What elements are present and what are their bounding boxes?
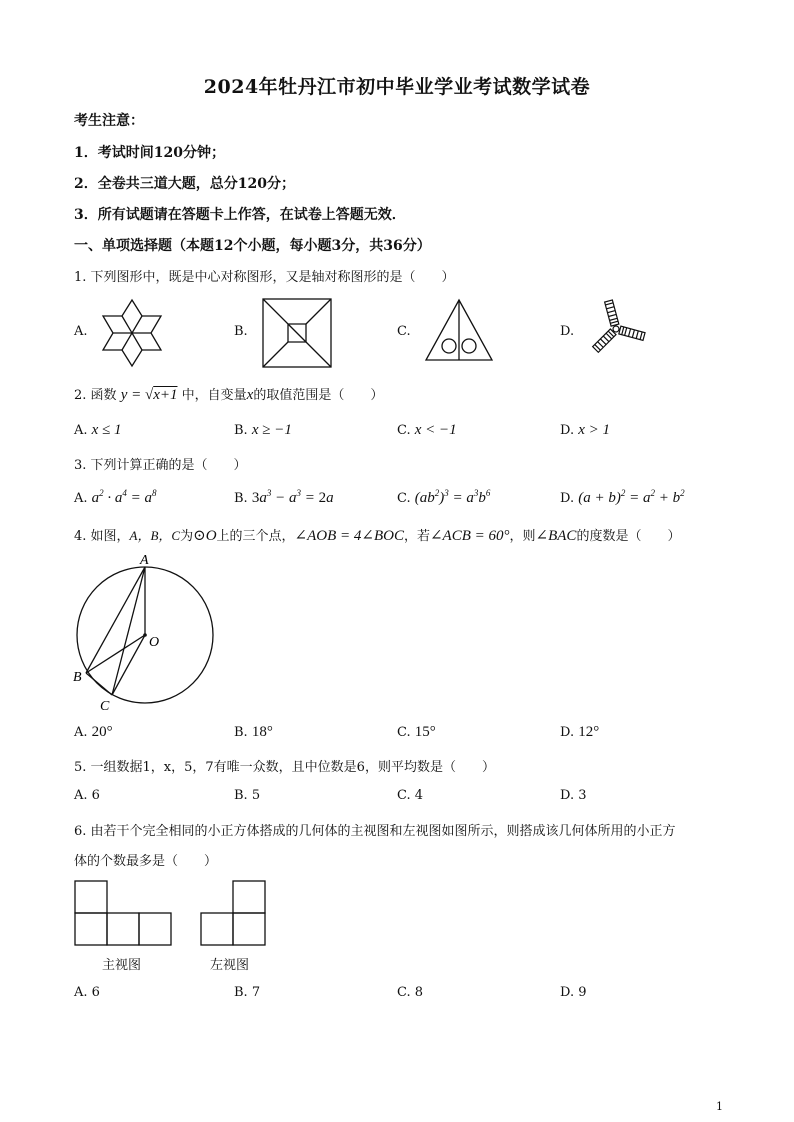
q1-triangle-circles-figure (424, 298, 494, 362)
q4-option-d: D. 12° (560, 724, 600, 740)
q3-option-b: B. $3a^3 - a^3 = 2a$ (234, 488, 334, 506)
question-5-stem: 5. 一组数据1，x，5，7有唯一众数，且中位数是6，则平均数是（ ） (74, 760, 495, 775)
q3-option-c: C. $(ab^2)^3 = a^3b^6$ (397, 488, 491, 506)
q6-option-a: A. 6 (74, 985, 100, 1000)
q1-option-c-label: C. (397, 324, 411, 339)
q1-pinwheel-sticks-figure (584, 298, 648, 360)
question-2-stem (74, 384, 383, 404)
q4-circle-figure (70, 552, 220, 712)
question-6-stem-line2: 体的个数最多是（ ） (74, 854, 218, 869)
q6-option-b: B. 7 (234, 985, 261, 1000)
q1-option-d-label: D. (560, 324, 575, 339)
q2-variable: x (246, 387, 254, 403)
q2-option-c: C. x < −1 (397, 422, 457, 438)
question-1-stem: 1. 下列图形中，既是中心对称图形，又是轴对称图形的是（ ） (74, 270, 455, 285)
q4-point-a-label: A (140, 553, 149, 568)
question-6-stem-line1: 6. 由若干个完全相同的小正方体搭成的几何体的主视图和左视图如图所示，则搭成该几何体所用的小正方 (74, 824, 676, 839)
q2-option-a: A. x ≤ 1 (74, 422, 122, 438)
notice-heading: 考生注意： (74, 113, 144, 129)
q4-point-b-label: B (73, 670, 82, 685)
q6-left-view-caption: 左视图 (210, 958, 250, 973)
q6-option-c: C. 8 (397, 985, 424, 1000)
notice-item: 2．全卷共三道大题，总分120分； (74, 176, 295, 192)
q2-stem-part: 2. 函数 (74, 388, 117, 403)
q1-star-figure (98, 298, 166, 368)
q5-option-c: C. 4 (397, 788, 424, 803)
q6-option-d: D. 9 (560, 985, 587, 1000)
q3-option-d: D. $(a + b)^2 = a^2 + b^2$ (560, 488, 685, 506)
q3-option-a: A. $a^2 \cdot a^4 = a^8$ (74, 488, 157, 506)
q5-option-d: D. 3 (560, 788, 587, 803)
q4-center-o-label: O (149, 635, 160, 650)
q4-point-c-label: C (100, 699, 110, 714)
q1-option-a-label: A. (74, 324, 88, 339)
page-number: 1 (716, 1100, 723, 1113)
q2-stem-part: 中，自变量 (181, 388, 247, 403)
question-3-stem: 3. 下列计算正确的是（ ） (74, 458, 247, 473)
q2-option-b: B. x ≥ −1 (234, 422, 292, 438)
q4-option-c: C. 15° (397, 724, 436, 740)
section-heading: 一、单项选择题（本题12个小题，每小题3分，共36分） (74, 238, 431, 254)
page-title: 2024年牡丹江市初中毕业学业考试数学试卷 (203, 76, 591, 98)
notice-item: 1．考试时间120分钟； (74, 145, 225, 161)
q2-stem-part: 的取值范围是（ ） (253, 388, 384, 403)
q1-square-pinwheel-figure (262, 298, 332, 368)
q4-option-b: B. 18° (234, 724, 273, 740)
q1-option-b-label: B. (234, 324, 248, 339)
q5-option-a: A. 6 (74, 788, 100, 803)
q2-function-formula: y = √x+1 (120, 387, 178, 403)
q5-option-b: B. 5 (234, 788, 261, 803)
q2-option-d: D. x > 1 (560, 422, 611, 438)
notice-item: 3．所有试题请在答题卡上作答，在试卷上答题无效． (74, 207, 406, 223)
q6-front-view-figure (74, 880, 174, 946)
question-4-stem: 4. 如图，A，B，C为⊙O上的三个点，∠AOB = 4∠BOC，若∠ACB = 60°，则∠BAC的度数是（ ） (74, 528, 681, 544)
q4-option-a: A. 20° (74, 724, 113, 740)
q6-left-view-figure (200, 880, 270, 946)
q6-front-view-caption: 主视图 (102, 958, 142, 973)
